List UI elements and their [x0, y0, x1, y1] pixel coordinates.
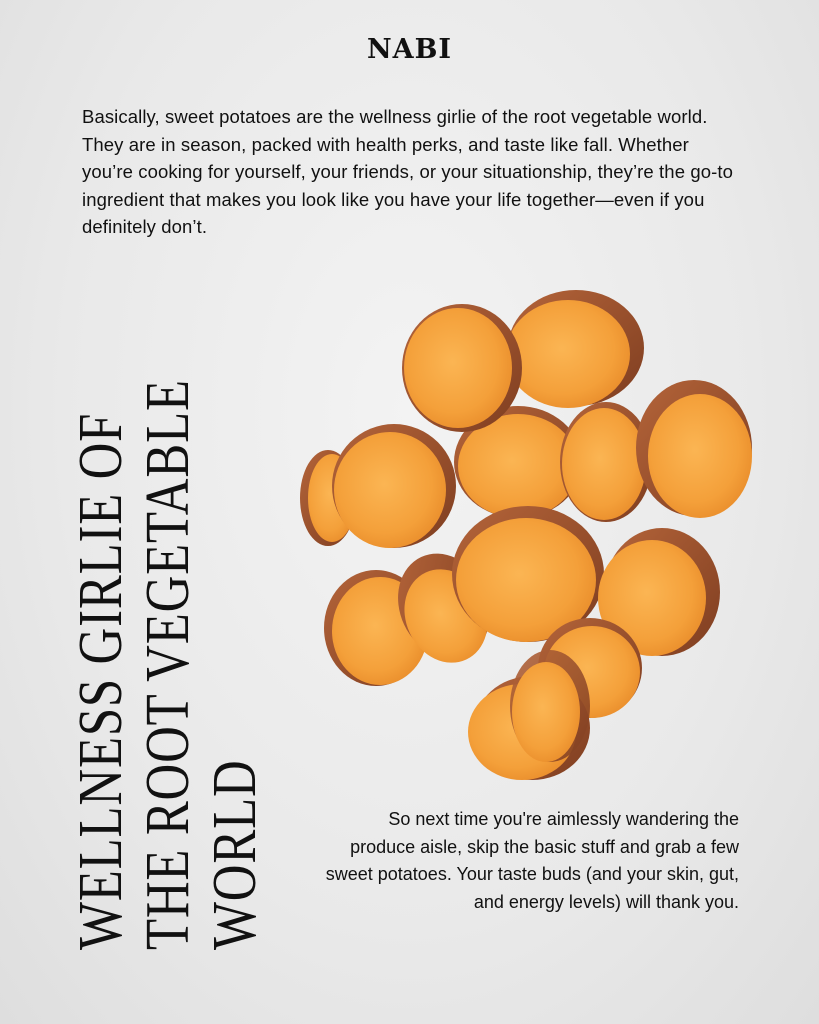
- title-line-2: THE ROOT VEGETABLE: [134, 379, 202, 950]
- intro-paragraph: Basically, sweet potatoes are the wellness girlie of the root vegetable world. They are in season, packed with health perks, and taste like fall. Whether you’re cooking for yourself, your friends, or your situationship, they’re the go-to ingredient that makes you look like you have your life together—even if you definitely don’t.: [82, 106, 733, 237]
- title-line-3: WORLD: [201, 759, 269, 950]
- outro-paragraph: So next time you're aimlessly wandering the produce aisle, skip the basic stuff and grab a few sweet potatoes. Your taste buds (and your skin, gut, and energy levels) will thank you.: [325, 809, 739, 912]
- title-line-1: WELLNESS GIRLIE OF: [67, 412, 135, 950]
- sweet-potato-slices-image: [296, 288, 766, 788]
- slice-group: [300, 290, 752, 780]
- vertical-title: [68, 350, 268, 950]
- brand-logo: NABI: [366, 34, 453, 65]
